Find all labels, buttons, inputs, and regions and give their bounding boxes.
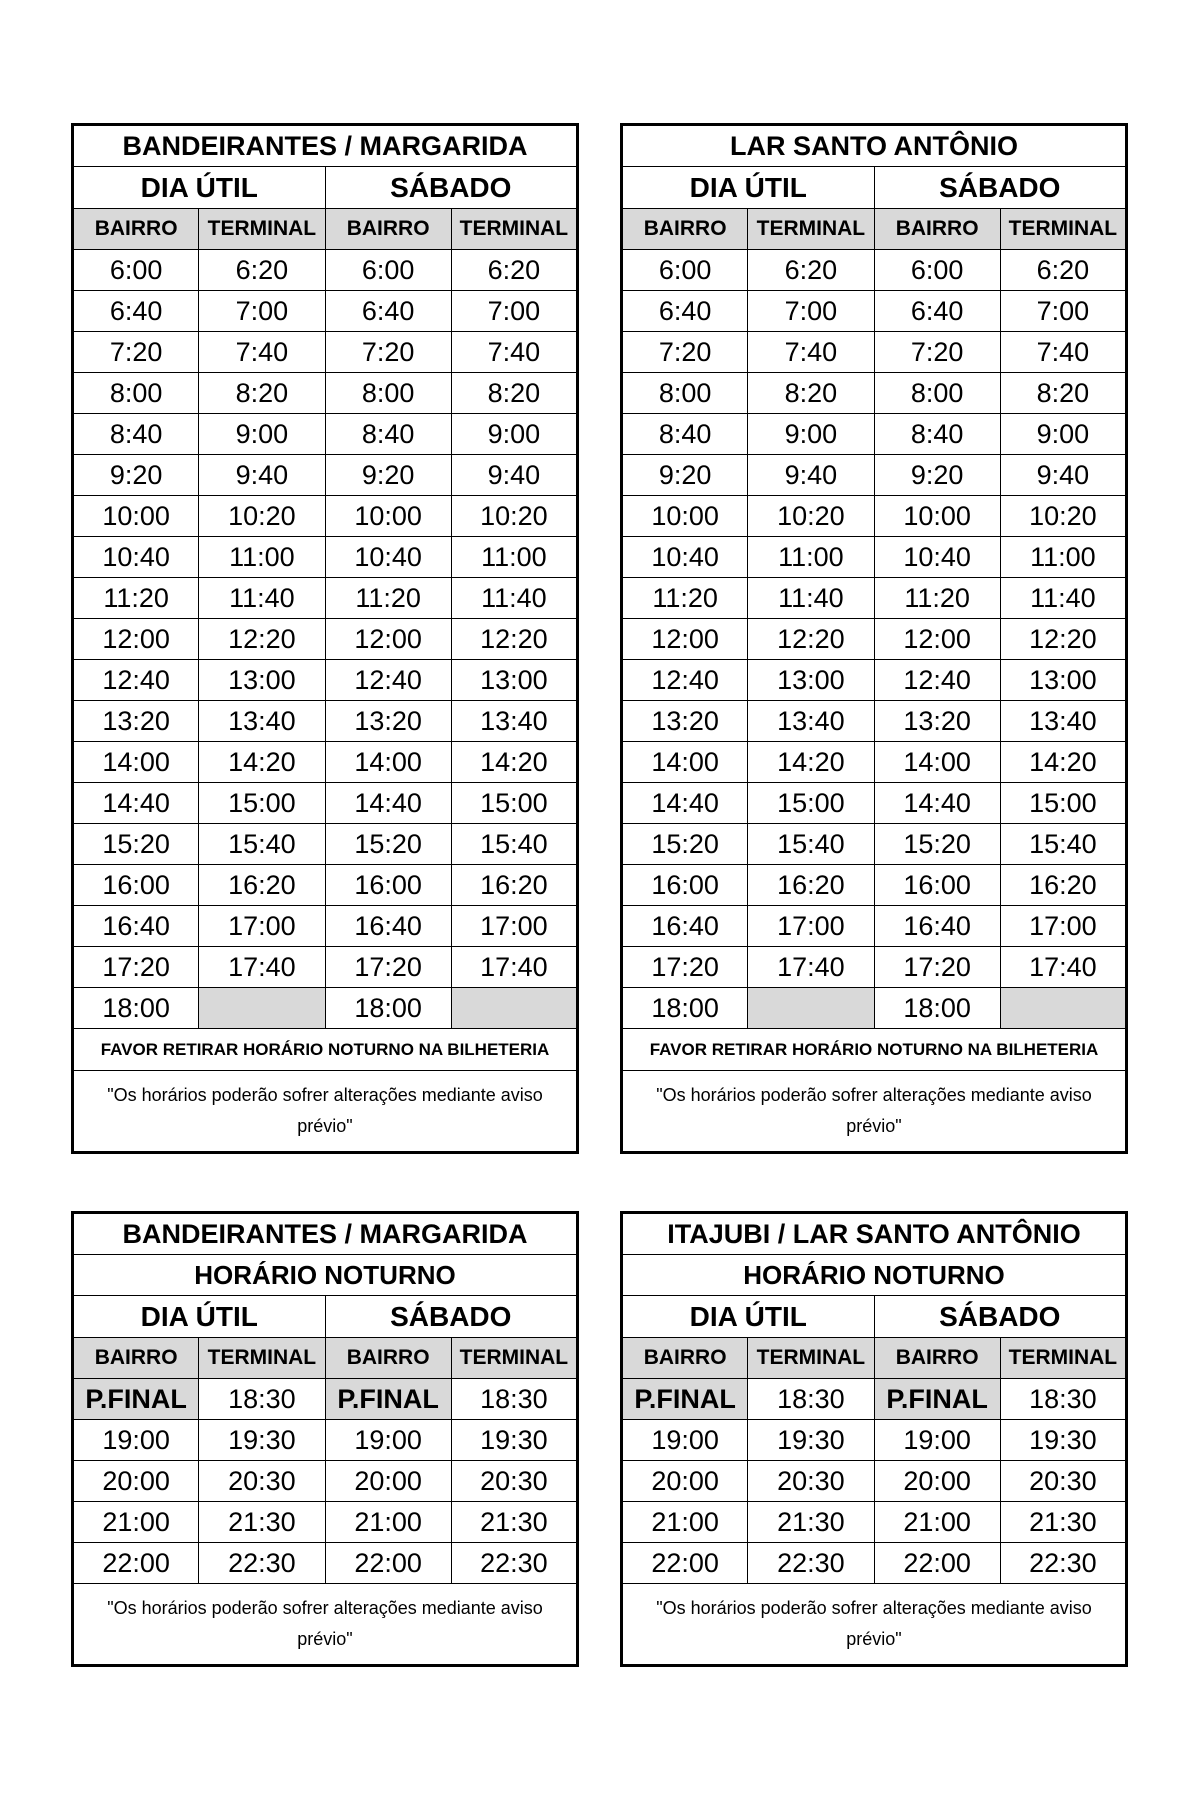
saturday-bairro-time: 21:00 — [874, 1502, 1000, 1543]
saturday-bairro-time: 7:20 — [325, 332, 451, 373]
weekday-terminal-time: 8:20 — [748, 373, 874, 414]
weekday-bairro-time: 17:20 — [622, 947, 748, 988]
schedule-disclaimer: "Os horários poderão sofrer alterações mediante aviso prévio" — [622, 1071, 1127, 1153]
saturday-terminal-time: 20:30 — [451, 1461, 577, 1502]
table-row — [622, 1379, 1127, 1420]
saturday-bairro-time: 16:40 — [874, 906, 1000, 947]
weekday-terminal-time: 22:30 — [199, 1543, 325, 1584]
weekday-terminal-time: 7:40 — [748, 332, 874, 373]
saturday-terminal-time: 21:30 — [1000, 1502, 1126, 1543]
saturday-terminal-time: 17:40 — [451, 947, 577, 988]
table-row — [622, 1502, 1127, 1543]
saturday-terminal-time: 20:30 — [1000, 1461, 1126, 1502]
weekday-terminal-time: 14:20 — [748, 742, 874, 783]
bairro-column-header: BAIRRO — [325, 209, 451, 250]
saturday-bairro-time: 14:40 — [874, 783, 1000, 824]
weekday-terminal-time: 13:00 — [199, 660, 325, 701]
saturday-terminal-time: 9:40 — [451, 455, 577, 496]
terminal-column-header: TERMINAL — [451, 1338, 577, 1379]
weekday-bairro-time: 19:00 — [73, 1420, 199, 1461]
weekday-bairro-time: 14:00 — [73, 742, 199, 783]
weekday-terminal-time: 9:40 — [748, 455, 874, 496]
saturday-bairro-time: 6:40 — [325, 291, 451, 332]
table-row — [622, 1543, 1127, 1584]
table-row — [73, 373, 578, 414]
weekday-bairro-time: 15:20 — [73, 824, 199, 865]
saturday-bairro-time: 17:20 — [874, 947, 1000, 988]
saturday-bairro-time: 9:20 — [874, 455, 1000, 496]
night-schedule-header: HORÁRIO NOTURNO — [73, 1255, 578, 1296]
weekday-terminal-time: 7:40 — [199, 332, 325, 373]
weekday-terminal-time: 10:20 — [199, 496, 325, 537]
table-row — [73, 1461, 578, 1502]
time-rows — [73, 250, 578, 1029]
saturday-bairro-time: 17:20 — [325, 947, 451, 988]
weekday-bairro-time: 6:00 — [73, 250, 199, 291]
table-row — [73, 455, 578, 496]
weekday-terminal-time: 7:00 — [199, 291, 325, 332]
saturday-terminal-time: 18:30 — [451, 1379, 577, 1420]
saturday-terminal-time: 10:20 — [451, 496, 577, 537]
weekday-header: DIA ÚTIL — [73, 167, 326, 209]
saturday-bairro-time: 13:20 — [325, 701, 451, 742]
saturday-terminal-time: 12:20 — [1000, 619, 1126, 660]
weekday-terminal-time: 8:20 — [199, 373, 325, 414]
saturday-terminal-time: 19:30 — [451, 1420, 577, 1461]
saturday-terminal-time: 14:20 — [1000, 742, 1126, 783]
time-rows — [622, 250, 1127, 1029]
table-row — [73, 947, 578, 988]
saturday-bairro-time: 19:00 — [874, 1420, 1000, 1461]
table-row — [622, 660, 1127, 701]
table-row — [73, 865, 578, 906]
saturday-terminal-time: 19:30 — [1000, 1420, 1126, 1461]
weekday-bairro-time: 14:40 — [622, 783, 748, 824]
saturday-terminal-time: 15:40 — [1000, 824, 1126, 865]
saturday-terminal-time: 18:30 — [1000, 1379, 1126, 1420]
saturday-bairro-time: 16:00 — [325, 865, 451, 906]
weekday-bairro-time: 19:00 — [622, 1420, 748, 1461]
schedule-table-night-itajubi-lar-santo-antonio — [620, 1211, 1128, 1667]
saturday-bairro-time: P.FINAL — [874, 1379, 1000, 1420]
weekday-bairro-time: 7:20 — [73, 332, 199, 373]
weekday-bairro-time: 6:40 — [622, 291, 748, 332]
weekday-bairro-time: 8:40 — [622, 414, 748, 455]
bairro-column-header: BAIRRO — [325, 1338, 451, 1379]
terminal-column-header: TERMINAL — [1000, 209, 1126, 250]
table-row — [622, 906, 1127, 947]
weekday-bairro-time: 8:40 — [73, 414, 199, 455]
saturday-terminal-time: 11:40 — [1000, 578, 1126, 619]
time-rows — [73, 1379, 578, 1584]
saturday-bairro-time: 20:00 — [874, 1461, 1000, 1502]
weekday-bairro-time: 8:00 — [73, 373, 199, 414]
saturday-terminal-time: 8:20 — [1000, 373, 1126, 414]
table-row — [622, 455, 1127, 496]
bairro-column-header: BAIRRO — [874, 209, 1000, 250]
terminal-column-header: TERMINAL — [748, 1338, 874, 1379]
table-row — [622, 701, 1127, 742]
weekday-terminal-time: 15:00 — [748, 783, 874, 824]
saturday-bairro-time: 18:00 — [325, 988, 451, 1029]
weekday-terminal-time: 11:00 — [748, 537, 874, 578]
saturday-bairro-time: 21:00 — [325, 1502, 451, 1543]
saturday-bairro-time: 7:20 — [874, 332, 1000, 373]
weekday-bairro-time: 6:00 — [622, 250, 748, 291]
table-row — [622, 373, 1127, 414]
weekday-terminal-time: 17:00 — [199, 906, 325, 947]
saturday-terminal-time: 17:00 — [1000, 906, 1126, 947]
schedule-table-day-bandeirantes-margarida — [71, 123, 579, 1154]
table-row — [73, 660, 578, 701]
saturday-header: SÁBADO — [874, 1296, 1127, 1338]
table-row — [73, 742, 578, 783]
weekday-terminal-time: 17:40 — [199, 947, 325, 988]
saturday-bairro-time: 15:20 — [325, 824, 451, 865]
weekday-bairro-time: 13:20 — [73, 701, 199, 742]
saturday-terminal-time: 17:40 — [1000, 947, 1126, 988]
table-row — [73, 537, 578, 578]
weekday-terminal-time: 21:30 — [748, 1502, 874, 1543]
terminal-column-header: TERMINAL — [199, 209, 325, 250]
saturday-bairro-time: 18:00 — [874, 988, 1000, 1029]
bairro-column-header: BAIRRO — [73, 209, 199, 250]
weekday-bairro-time: 16:00 — [622, 865, 748, 906]
saturday-bairro-time: 12:00 — [325, 619, 451, 660]
saturday-terminal-time: 10:20 — [1000, 496, 1126, 537]
table-row — [73, 1502, 578, 1543]
weekday-bairro-time: 20:00 — [73, 1461, 199, 1502]
saturday-terminal-time: 7:00 — [451, 291, 577, 332]
table-row — [622, 865, 1127, 906]
table-row — [622, 1420, 1127, 1461]
weekday-terminal-time: 15:40 — [199, 824, 325, 865]
saturday-terminal-time: 6:20 — [451, 250, 577, 291]
bairro-column-header: BAIRRO — [622, 209, 748, 250]
saturday-bairro-time: 12:40 — [325, 660, 451, 701]
saturday-terminal-time: 11:00 — [1000, 537, 1126, 578]
saturday-terminal-time: 8:20 — [451, 373, 577, 414]
weekday-terminal-time: 11:40 — [748, 578, 874, 619]
saturday-terminal-time: 13:40 — [1000, 701, 1126, 742]
table-row — [622, 824, 1127, 865]
table-title: ITAJUBI / LAR SANTO ANTÔNIO — [622, 1213, 1127, 1255]
saturday-bairro-time: 14:00 — [325, 742, 451, 783]
weekday-bairro-time: 11:20 — [622, 578, 748, 619]
weekday-terminal-time: 6:20 — [748, 250, 874, 291]
saturday-bairro-time: 14:00 — [874, 742, 1000, 783]
table-row — [73, 1420, 578, 1461]
saturday-bairro-time: 10:00 — [325, 496, 451, 537]
table-row — [622, 783, 1127, 824]
weekday-bairro-time: 11:20 — [73, 578, 199, 619]
saturday-bairro-time: 8:00 — [874, 373, 1000, 414]
table-row — [73, 414, 578, 455]
weekday-bairro-time: 14:00 — [622, 742, 748, 783]
table-row — [73, 701, 578, 742]
saturday-terminal-time: 9:00 — [1000, 414, 1126, 455]
weekday-terminal-time: 6:20 — [199, 250, 325, 291]
weekday-terminal-time: 11:00 — [199, 537, 325, 578]
weekday-terminal-time: 22:30 — [748, 1543, 874, 1584]
table-row — [73, 578, 578, 619]
terminal-column-header: TERMINAL — [451, 209, 577, 250]
saturday-terminal-time: 16:20 — [1000, 865, 1126, 906]
terminal-column-header: TERMINAL — [1000, 1338, 1126, 1379]
weekday-bairro-time: 18:00 — [73, 988, 199, 1029]
weekday-terminal-time: 13:40 — [199, 701, 325, 742]
saturday-terminal-time: 9:40 — [1000, 455, 1126, 496]
bairro-column-header: BAIRRO — [622, 1338, 748, 1379]
weekday-terminal-time: 18:30 — [199, 1379, 325, 1420]
saturday-bairro-time: 10:40 — [325, 537, 451, 578]
weekday-bairro-time: 9:20 — [622, 455, 748, 496]
weekday-bairro-time: 10:40 — [622, 537, 748, 578]
weekday-bairro-time: 16:00 — [73, 865, 199, 906]
weekday-bairro-time: 12:00 — [622, 619, 748, 660]
weekday-terminal-time: 9:00 — [748, 414, 874, 455]
bairro-column-header: BAIRRO — [73, 1338, 199, 1379]
weekday-terminal-time: 12:20 — [199, 619, 325, 660]
table-row — [73, 1543, 578, 1584]
weekday-bairro-time: 9:20 — [73, 455, 199, 496]
table-row — [73, 619, 578, 660]
saturday-header: SÁBADO — [325, 167, 578, 209]
saturday-terminal-time — [451, 988, 577, 1029]
weekday-terminal-time: 20:30 — [748, 1461, 874, 1502]
weekday-bairro-time: 12:00 — [73, 619, 199, 660]
saturday-bairro-time: 6:00 — [325, 250, 451, 291]
weekday-terminal-time: 17:00 — [748, 906, 874, 947]
table-row — [622, 414, 1127, 455]
weekday-bairro-time: 10:00 — [622, 496, 748, 537]
weekday-bairro-time: P.FINAL — [622, 1379, 748, 1420]
weekday-bairro-time: 16:40 — [622, 906, 748, 947]
weekday-bairro-time: 21:00 — [73, 1502, 199, 1543]
saturday-bairro-time: 22:00 — [325, 1543, 451, 1584]
table-row — [622, 496, 1127, 537]
weekday-bairro-time: 18:00 — [622, 988, 748, 1029]
saturday-terminal-time: 17:00 — [451, 906, 577, 947]
table-row — [622, 988, 1127, 1029]
weekday-terminal-time: 14:20 — [199, 742, 325, 783]
weekday-bairro-time: 7:20 — [622, 332, 748, 373]
saturday-bairro-time: 16:40 — [325, 906, 451, 947]
weekday-terminal-time: 20:30 — [199, 1461, 325, 1502]
saturday-bairro-time: 11:20 — [874, 578, 1000, 619]
table-row — [622, 332, 1127, 373]
weekday-terminal-time: 15:40 — [748, 824, 874, 865]
weekday-terminal-time: 16:20 — [199, 865, 325, 906]
schedule-disclaimer: "Os horários poderão sofrer alterações mediante aviso prévio" — [622, 1584, 1127, 1666]
saturday-terminal-time: 6:20 — [1000, 250, 1126, 291]
weekday-terminal-time: 21:30 — [199, 1502, 325, 1543]
saturday-bairro-time: 10:00 — [874, 496, 1000, 537]
schedule-table-night-bandeirantes-margarida — [71, 1211, 579, 1667]
saturday-terminal-time: 15:00 — [451, 783, 577, 824]
table-row — [73, 250, 578, 291]
saturday-bairro-time: 8:40 — [874, 414, 1000, 455]
weekday-bairro-time: P.FINAL — [73, 1379, 199, 1420]
saturday-bairro-time: 11:20 — [325, 578, 451, 619]
night-schedule-notice: FAVOR RETIRAR HORÁRIO NOTURNO NA BILHETERIA — [73, 1029, 578, 1071]
saturday-terminal-time: 7:40 — [1000, 332, 1126, 373]
weekday-terminal-time: 19:30 — [748, 1420, 874, 1461]
weekday-terminal-time: 17:40 — [748, 947, 874, 988]
weekday-terminal-time: 10:20 — [748, 496, 874, 537]
schedule-disclaimer: "Os horários poderão sofrer alterações mediante aviso prévio" — [73, 1584, 578, 1666]
saturday-terminal-time: 11:40 — [451, 578, 577, 619]
night-schedule-header: HORÁRIO NOTURNO — [622, 1255, 1127, 1296]
saturday-terminal-time: 12:20 — [451, 619, 577, 660]
table-row — [73, 332, 578, 373]
saturday-header: SÁBADO — [325, 1296, 578, 1338]
saturday-terminal-time: 21:30 — [451, 1502, 577, 1543]
saturday-terminal-time: 22:30 — [1000, 1543, 1126, 1584]
saturday-bairro-time: 6:00 — [874, 250, 1000, 291]
saturday-bairro-time: 8:00 — [325, 373, 451, 414]
table-title: BANDEIRANTES / MARGARIDA — [73, 1213, 578, 1255]
saturday-bairro-time: 15:20 — [874, 824, 1000, 865]
saturday-bairro-time: 12:40 — [874, 660, 1000, 701]
saturday-bairro-time: 12:00 — [874, 619, 1000, 660]
saturday-bairro-time: 9:20 — [325, 455, 451, 496]
saturday-terminal-time: 22:30 — [451, 1543, 577, 1584]
saturday-terminal-time — [1000, 988, 1126, 1029]
saturday-bairro-time: 19:00 — [325, 1420, 451, 1461]
saturday-terminal-time: 13:40 — [451, 701, 577, 742]
saturday-bairro-time: 13:20 — [874, 701, 1000, 742]
weekday-terminal-time: 9:00 — [199, 414, 325, 455]
weekday-terminal-time: 15:00 — [199, 783, 325, 824]
weekday-terminal-time — [748, 988, 874, 1029]
weekday-terminal-time: 7:00 — [748, 291, 874, 332]
table-row — [73, 824, 578, 865]
weekday-bairro-time: 17:20 — [73, 947, 199, 988]
table-row — [622, 947, 1127, 988]
saturday-bairro-time: 14:40 — [325, 783, 451, 824]
table-row — [622, 1461, 1127, 1502]
weekday-bairro-time: 16:40 — [73, 906, 199, 947]
table-title: BANDEIRANTES / MARGARIDA — [73, 125, 578, 167]
saturday-terminal-time: 13:00 — [1000, 660, 1126, 701]
saturday-terminal-time: 15:00 — [1000, 783, 1126, 824]
weekday-bairro-time: 22:00 — [622, 1543, 748, 1584]
weekday-terminal-time — [199, 988, 325, 1029]
time-rows — [622, 1379, 1127, 1584]
saturday-terminal-time: 11:00 — [451, 537, 577, 578]
weekday-bairro-time: 21:00 — [622, 1502, 748, 1543]
table-row — [73, 988, 578, 1029]
saturday-bairro-time: 22:00 — [874, 1543, 1000, 1584]
saturday-terminal-time: 7:40 — [451, 332, 577, 373]
weekday-bairro-time: 8:00 — [622, 373, 748, 414]
weekday-terminal-time: 19:30 — [199, 1420, 325, 1461]
weekday-bairro-time: 6:40 — [73, 291, 199, 332]
terminal-column-header: TERMINAL — [199, 1338, 325, 1379]
saturday-bairro-time: 16:00 — [874, 865, 1000, 906]
saturday-terminal-time: 16:20 — [451, 865, 577, 906]
weekday-header: DIA ÚTIL — [622, 167, 875, 209]
weekday-terminal-time: 13:40 — [748, 701, 874, 742]
weekday-bairro-time: 13:20 — [622, 701, 748, 742]
saturday-terminal-time: 15:40 — [451, 824, 577, 865]
schedule-table-day-lar-santo-antonio — [620, 123, 1128, 1154]
weekday-terminal-time: 18:30 — [748, 1379, 874, 1420]
table-row — [622, 578, 1127, 619]
saturday-bairro-time: P.FINAL — [325, 1379, 451, 1420]
weekday-bairro-time: 15:20 — [622, 824, 748, 865]
table-row — [73, 1379, 578, 1420]
saturday-terminal-time: 14:20 — [451, 742, 577, 783]
weekday-header: DIA ÚTIL — [73, 1296, 326, 1338]
saturday-bairro-time: 10:40 — [874, 537, 1000, 578]
weekday-bairro-time: 10:40 — [73, 537, 199, 578]
table-row — [622, 619, 1127, 660]
saturday-bairro-time: 6:40 — [874, 291, 1000, 332]
schedule-disclaimer: "Os horários poderão sofrer alterações mediante aviso prévio" — [73, 1071, 578, 1153]
table-row — [622, 291, 1127, 332]
weekday-bairro-time: 22:00 — [73, 1543, 199, 1584]
weekday-terminal-time: 16:20 — [748, 865, 874, 906]
weekday-bairro-time: 20:00 — [622, 1461, 748, 1502]
table-title: LAR SANTO ANTÔNIO — [622, 125, 1127, 167]
table-row — [622, 250, 1127, 291]
weekday-terminal-time: 9:40 — [199, 455, 325, 496]
weekday-terminal-time: 12:20 — [748, 619, 874, 660]
saturday-terminal-time: 7:00 — [1000, 291, 1126, 332]
weekday-header: DIA ÚTIL — [622, 1296, 875, 1338]
table-row — [622, 537, 1127, 578]
table-row — [73, 291, 578, 332]
saturday-bairro-time: 8:40 — [325, 414, 451, 455]
saturday-bairro-time: 20:00 — [325, 1461, 451, 1502]
table-row — [73, 906, 578, 947]
weekday-bairro-time: 12:40 — [73, 660, 199, 701]
night-schedule-notice: FAVOR RETIRAR HORÁRIO NOTURNO NA BILHETERIA — [622, 1029, 1127, 1071]
weekday-terminal-time: 11:40 — [199, 578, 325, 619]
bairro-column-header: BAIRRO — [874, 1338, 1000, 1379]
saturday-terminal-time: 9:00 — [451, 414, 577, 455]
weekday-bairro-time: 14:40 — [73, 783, 199, 824]
terminal-column-header: TERMINAL — [748, 209, 874, 250]
table-row — [73, 496, 578, 537]
table-row — [622, 742, 1127, 783]
saturday-header: SÁBADO — [874, 167, 1127, 209]
weekday-bairro-time: 12:40 — [622, 660, 748, 701]
saturday-terminal-time: 13:00 — [451, 660, 577, 701]
table-row — [73, 783, 578, 824]
weekday-terminal-time: 13:00 — [748, 660, 874, 701]
weekday-bairro-time: 10:00 — [73, 496, 199, 537]
